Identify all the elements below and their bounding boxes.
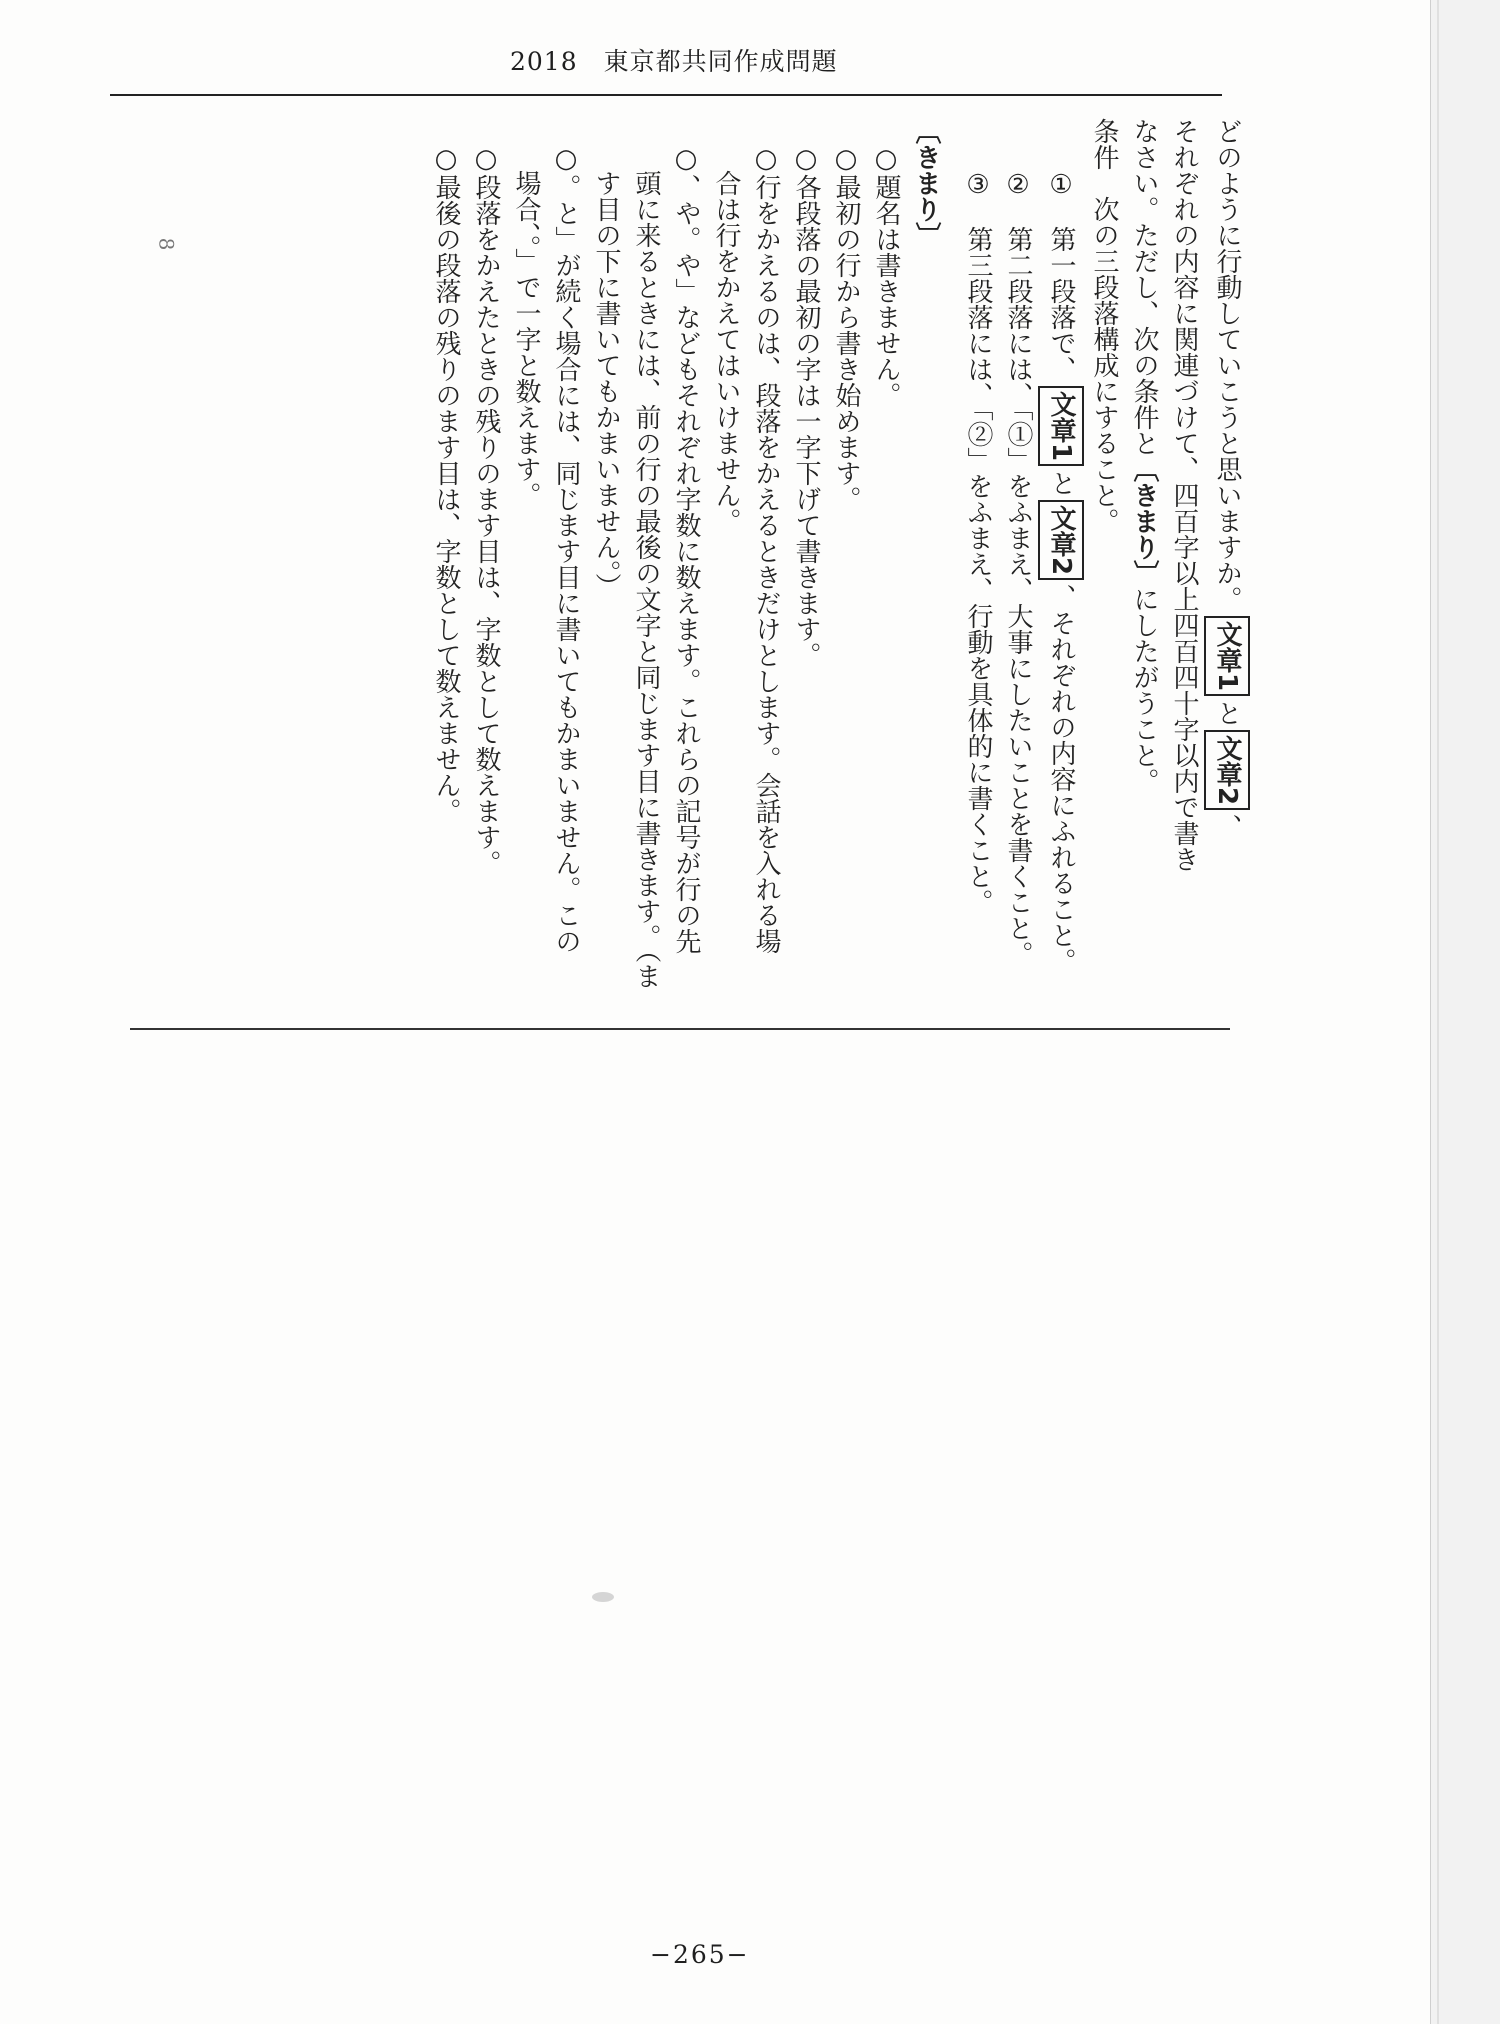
section-spacer	[946, 118, 958, 998]
question-line-1	[1204, 118, 1250, 998]
condition-1-number: ①	[1046, 170, 1076, 200]
rule-6-line-2: 場合、。」で一字と数えます。	[511, 170, 541, 508]
question-line-3	[1124, 118, 1164, 998]
condition-3-text: 第三段落には、「②」をふまえ、行動を具体的に書くこと。	[963, 226, 993, 915]
rule-4-line-2: 合は行をかえてはいけません。	[711, 170, 741, 534]
rule-3: ○各段落の最初の字は一字下げて書きます。	[791, 144, 821, 668]
conditions-line	[1084, 118, 1124, 998]
question-line-3-a: なさい。ただし、次の条件と	[1129, 118, 1159, 456]
conditions-label: 条件	[1089, 118, 1119, 170]
rule-5-line-1: ○、や。や」などもそれぞれ字数に数えます。これらの記号が行の先	[671, 144, 701, 954]
header-rule	[110, 94, 1222, 96]
bunsho2-box: 文章2	[1204, 730, 1250, 810]
page-edge-shadow	[1430, 0, 1500, 2024]
condition-1-text-a: 第一段落で、	[1046, 226, 1076, 382]
rule-5-line-2: 頭に来るときには、前の行の最後の文字と同じます目に書きます。（ま	[631, 170, 661, 989]
condition-1-and: と	[1046, 470, 1076, 497]
rule-8: ○最後の段落の残りのます目は、字数として数えません。	[431, 144, 461, 824]
margin-mark: 8	[154, 237, 179, 251]
conditions-intro: 次の三段落構成にすること。	[1089, 196, 1119, 534]
section-divider	[130, 1028, 1230, 1030]
bunsho1-box: 文章1	[1204, 616, 1250, 696]
condition-1	[1038, 118, 1084, 998]
page-header-title: 2018 東京都共同作成問題	[510, 47, 838, 76]
rule-4-line-1: ○行をかえるのは、段落をかえるときだけとします。会話を入れる場	[751, 144, 781, 954]
rule-7: ○段落をかえたときの残りのます目は、字数として数えます。	[471, 144, 501, 876]
condition-2	[998, 118, 1038, 998]
and-text: と	[1212, 700, 1242, 727]
rules-label: 〔きまり〕	[911, 118, 941, 248]
page-number: −265−	[650, 1940, 750, 1969]
comma-text: 、	[1212, 814, 1242, 841]
condition-1-text-b: 、それぞれの内容にふれること。	[1046, 584, 1076, 975]
scan-smudge	[592, 1592, 614, 1602]
condition-1-bunsho2-box: 文章2	[1038, 500, 1084, 580]
condition-1-bunsho1-box: 文章1	[1038, 386, 1084, 466]
condition-2-text: 第二段落には、「①」をふまえ、大事にしたいことを書くこと。	[1003, 226, 1033, 967]
condition-3-number: ③	[963, 170, 993, 200]
question-text-block	[330, 118, 1250, 998]
rule-6-line-1: ○。と」が続く場合には、同じます目に書いてもかまいません。この	[551, 144, 581, 954]
question-line-3-b: にしたがうこと。	[1129, 586, 1159, 794]
condition-3	[958, 118, 998, 998]
kimari-inline-label: 〔きまり〕	[1129, 456, 1159, 586]
rule-5-line-3: す目の下に書いてもかまいません。）	[591, 170, 621, 599]
rule-1: ○題名は書きません。	[871, 144, 901, 408]
condition-2-number: ②	[1003, 170, 1033, 200]
rule-2: ○最初の行から書き始めます。	[831, 144, 861, 512]
question-line-2: それぞれの内容に関連づけて、四百字以上四百四十字以内で書き	[1169, 118, 1199, 872]
question-text: どのように行動していこうと思いますか。	[1212, 118, 1242, 612]
